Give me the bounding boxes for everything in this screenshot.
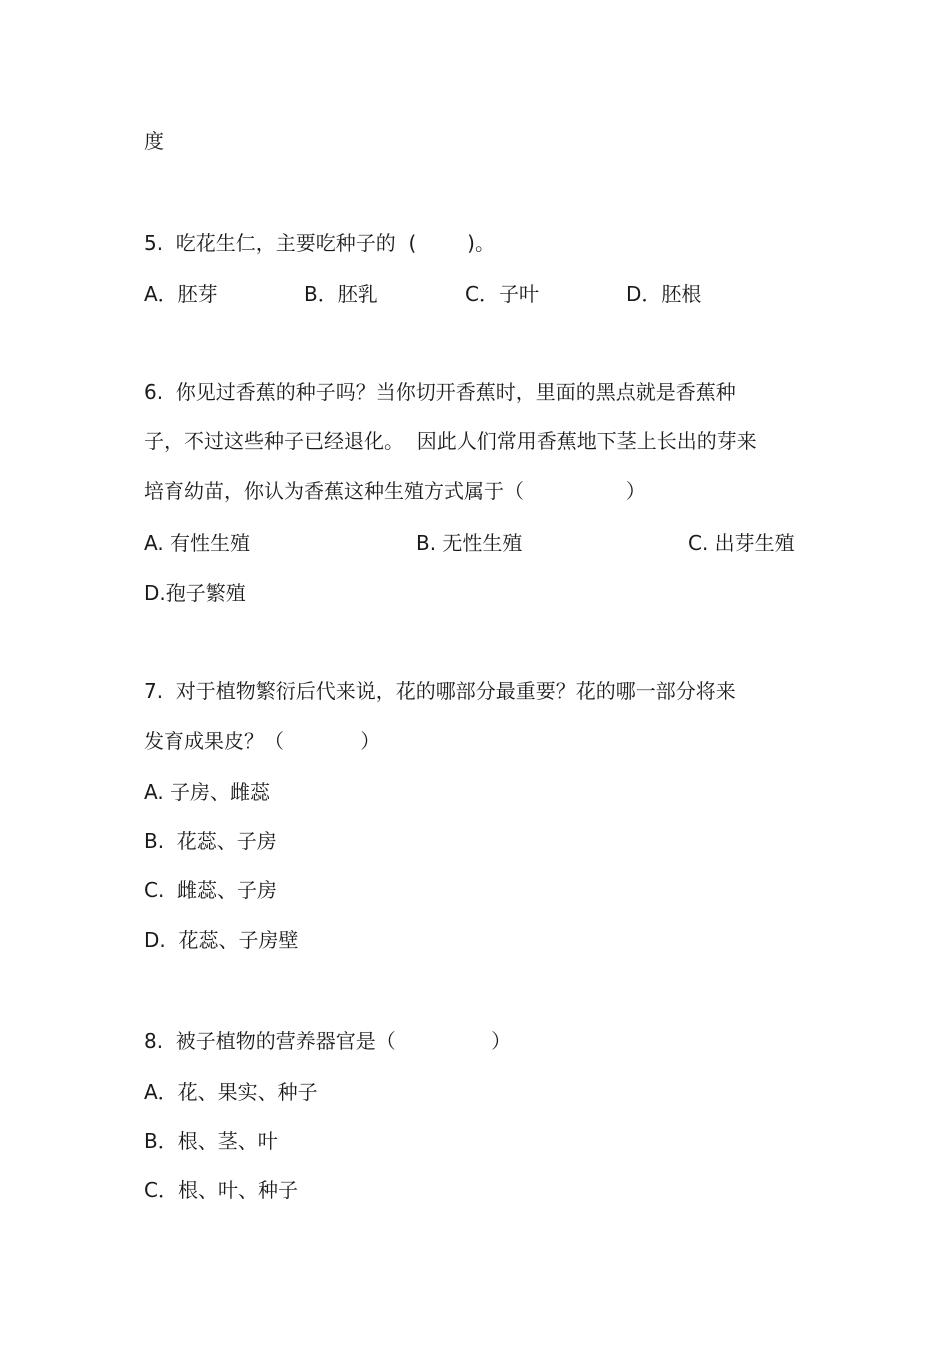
question-5-option-b: B．胚乳 bbox=[304, 282, 378, 306]
question-8-stem: 8. 被子植物的营养器官是（ ） bbox=[144, 1029, 512, 1053]
question-5-option-d: D．胚根 bbox=[626, 282, 702, 306]
question-6-option-c: C. 出芽生殖 bbox=[688, 531, 795, 555]
question-6-stem-line-1: 6. 你见过香蕉的种子吗？当你切开香蕉时，里面的黑点就是香蕉种 bbox=[144, 380, 736, 404]
question-6-option-d: D.孢子繁殖 bbox=[144, 581, 246, 605]
question-6-stem-line-2: 子，不过这些种子已经退化。 因此人们常用香蕉地下茎上长出的芽来 bbox=[144, 429, 757, 453]
question-6-stem-line-3: 培育幼苗，你认为香蕉这种生殖方式属于（ ） bbox=[144, 479, 646, 503]
question-8-option-a: A．花、果实、种子 bbox=[144, 1080, 318, 1104]
question-8-option-c: C．根、叶、种子 bbox=[144, 1178, 298, 1202]
question-7-stem-line-2: 发育成果皮？（ ） bbox=[144, 729, 381, 753]
question-7-option-c: C. 雌蕊、子房 bbox=[144, 878, 278, 902]
question-7-option-a: A. 子房、雌蕊 bbox=[144, 780, 271, 804]
question-5-option-c: C．子叶 bbox=[465, 282, 539, 306]
question-6-option-a: A. 有性生殖 bbox=[144, 531, 251, 555]
question-8-option-b: B．根、茎、叶 bbox=[144, 1129, 278, 1153]
continued-text-fragment: 度 bbox=[144, 129, 164, 153]
question-5-option-a: A．胚芽 bbox=[144, 282, 218, 306]
question-5-stem: 5. 吃花生仁，主要吃种子的 ( )。 bbox=[144, 231, 495, 255]
question-6-option-b: B. 无性生殖 bbox=[416, 531, 523, 555]
question-7-option-b: B. 花蕊、子房 bbox=[144, 829, 277, 853]
question-7-stem-line-1: 7. 对于植物繁衍后代来说，花的哪部分最重要？花的哪一部分将来 bbox=[144, 679, 736, 703]
question-7-option-d: D. 花蕊、子房壁 bbox=[144, 928, 299, 952]
